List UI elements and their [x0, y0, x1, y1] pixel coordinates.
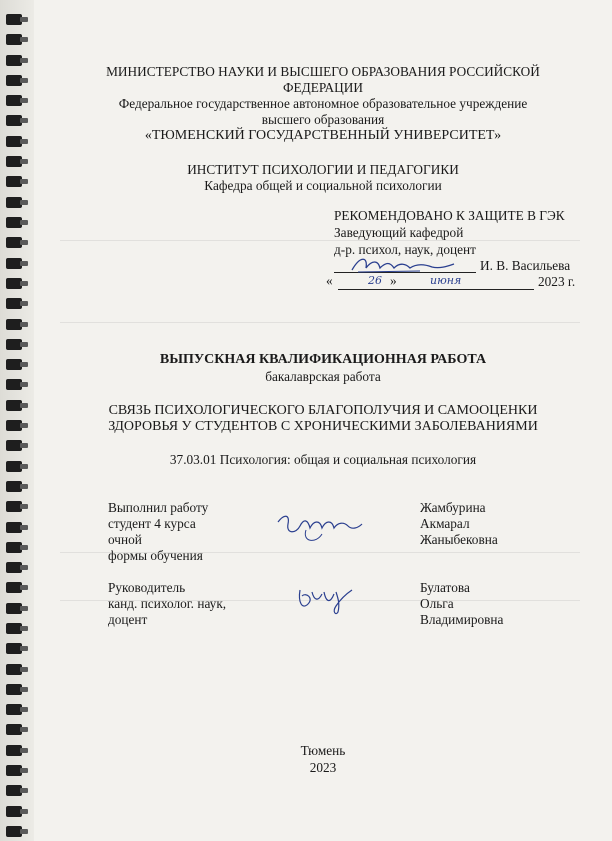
approval-degree: д-р. психол, наук, доцент — [334, 242, 476, 257]
author-name-1: Жамбурина — [420, 500, 486, 515]
institution-type-line-1: Федеральное государственное автономное образовательное учреждение — [118, 96, 528, 111]
binding-hole — [6, 724, 22, 735]
binding-hole — [6, 258, 22, 269]
author-label-3: очной — [108, 532, 142, 547]
binding-hole — [6, 542, 22, 553]
date-line — [338, 289, 534, 290]
supervisor-signature — [296, 582, 356, 616]
department-name: Кафедра общей и социальной психологии — [204, 178, 442, 193]
institute-name: ИНСТИТУТ ПСИХОЛОГИИ И ПЕДАГОГИКИ — [187, 162, 459, 177]
supervisor-label-3: доцент — [108, 612, 148, 627]
binding-hole — [6, 643, 22, 654]
footer-year: 2023 — [309, 760, 337, 775]
binding-hole — [6, 481, 22, 492]
spiral-binding — [0, 0, 34, 841]
binding-hole — [6, 664, 22, 675]
date-quote-open: « — [326, 273, 333, 288]
supervisor-name-2: Ольга — [420, 596, 454, 611]
date-day: 26 — [368, 274, 382, 287]
binding-hole — [6, 55, 22, 66]
date-month: июня — [430, 274, 462, 287]
author-label-2: студент 4 курса — [108, 516, 196, 531]
binding-hole — [6, 237, 22, 248]
university-name: «ТЮМЕНСКИЙ ГОСУДАРСТВЕННЫЙ УНИВЕРСИТЕТ» — [144, 128, 502, 143]
binding-hole — [6, 197, 22, 208]
binding-hole — [6, 806, 22, 817]
binding-hole — [6, 501, 22, 512]
binding-hole — [6, 623, 22, 634]
work-type: ВЫПУСКНАЯ КВАЛИФИКАЦИОННАЯ РАБОТА — [159, 352, 487, 367]
binding-hole — [6, 75, 22, 86]
binding-hole — [6, 95, 22, 106]
binding-hole — [6, 176, 22, 187]
binding-hole — [6, 217, 22, 228]
binding-hole — [6, 319, 22, 330]
author-name-3: Жаныбековна — [420, 532, 498, 547]
author-signature — [276, 508, 366, 548]
approval-position: Заведующий кафедрой — [334, 225, 464, 240]
binding-hole — [6, 765, 22, 776]
binding-hole — [6, 440, 22, 451]
binding-hole — [6, 400, 22, 411]
binding-hole — [6, 603, 22, 614]
work-title-line-1: СВЯЗЬ ПСИХОЛОГИЧЕСКОГО БЛАГОПОЛУЧИЯ И САМООЦЕНКИ — [108, 403, 538, 418]
binding-hole — [6, 785, 22, 796]
approval-title: РЕКОМЕНДОВАНО К ЗАЩИТЕ В ГЭК — [334, 208, 565, 223]
binding-hole — [6, 704, 22, 715]
supervisor-name-3: Владимировна — [420, 612, 504, 627]
binding-hole — [6, 359, 22, 370]
date-year: 2023 г. — [538, 274, 576, 289]
institution-type-line-2: высшего образования — [261, 112, 385, 127]
binding-hole — [6, 745, 22, 756]
work-subtype: бакалаврская работа — [265, 369, 381, 384]
binding-hole — [6, 420, 22, 431]
author-name-2: Акмарал — [420, 516, 470, 531]
author-label-4: формы обучения — [108, 548, 203, 563]
author-label-1: Выполнил работу — [108, 500, 209, 515]
supervisor-label-2: канд. психолог. наук, — [108, 596, 227, 611]
binding-hole — [6, 582, 22, 593]
ministry-line-2: ФЕДЕРАЦИИ — [283, 80, 363, 95]
binding-hole — [6, 278, 22, 289]
head-name: И. В. Васильева — [480, 258, 571, 273]
supervisor-label-1: Руководитель — [108, 580, 186, 595]
ministry-line-1: МИНИСТЕРСТВО НАУКИ И ВЫСШЕГО ОБРАЗОВАНИЯ РОССИЙСКОЙ — [106, 64, 540, 79]
footer-city: Тюмень — [300, 743, 346, 758]
binding-hole — [6, 461, 22, 472]
binding-hole — [6, 339, 22, 350]
date-quote-close: » — [390, 273, 397, 288]
binding-hole — [6, 34, 22, 45]
binding-hole — [6, 115, 22, 126]
binding-hole — [6, 522, 22, 533]
specialty: 37.03.01 Психология: общая и социальная психология — [169, 452, 477, 467]
work-title-line-2: ЗДОРОВЬЯ У СТУДЕНТОВ С ХРОНИЧЕСКИМИ ЗАБОЛЕВАНИЯМИ — [108, 419, 538, 434]
binding-hole — [6, 684, 22, 695]
binding-hole — [6, 298, 22, 309]
head-signature — [350, 254, 460, 276]
binding-hole — [6, 156, 22, 167]
binding-hole — [6, 562, 22, 573]
supervisor-name-1: Булатова — [420, 580, 470, 595]
binding-hole — [6, 826, 22, 837]
binding-hole — [6, 14, 22, 25]
binding-hole — [6, 379, 22, 390]
binding-hole — [6, 136, 22, 147]
